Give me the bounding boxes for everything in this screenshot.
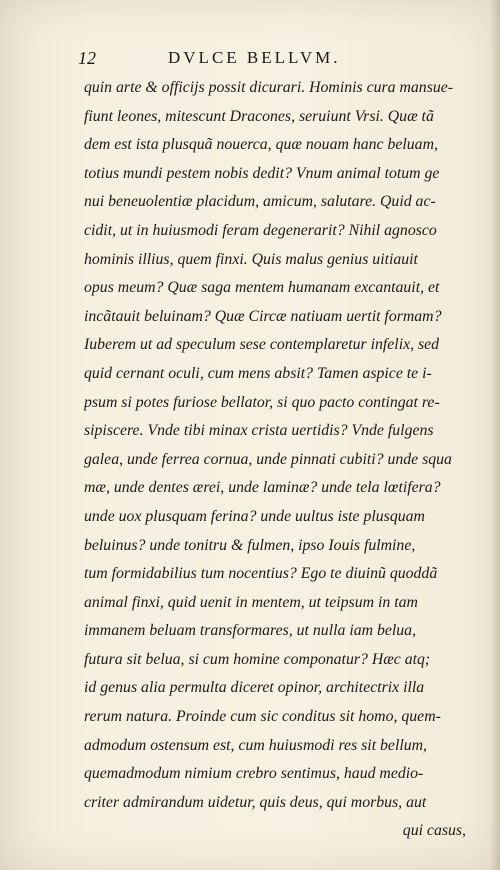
text-line: opus meum? Quæ saga mentem humanam excantauit, et	[84, 279, 440, 297]
text-line: hominis illius, quem finxi. Quis malus genius uitiauit	[84, 250, 418, 268]
text-line: totius mundi pestem nobis dedit? Vnum animal totum ge	[84, 164, 440, 182]
page-fold-shadow	[490, 0, 500, 870]
text-line: rerum natura. Proinde cum sic conditus sit homo, quem-	[84, 708, 441, 726]
text-line: sipiscere. Vnde tibi minax crista uertidis? Vnde fulgens	[84, 422, 434, 440]
text-line: cidit, ut in huiusmodi feram degenerarit? Nihil agnosco	[84, 221, 437, 239]
text-line: beluinus? unde tonitru & fulmen, ipso Iouis fulmine,	[84, 536, 416, 554]
text-line: animal finxi, quid uenit in mentem, ut teipsum in tam	[84, 593, 418, 611]
text-line: quid cernant oculi, cum mens absit? Tamen aspice te i-	[84, 364, 432, 382]
page-header	[78, 48, 478, 70]
body-text	[84, 74, 474, 846]
text-line: quemadmodum nimium crebro sentimus, haud medio-	[84, 765, 424, 783]
text-line: futura sit belua, si cum homine componatur? Hæc atq;	[84, 650, 431, 668]
text-line: unde uox plusquam ferina? unde uultus iste plusquam	[84, 507, 425, 525]
text-line: id genus alia permulta diceret opinor, architectrix illa	[84, 679, 425, 697]
text-line: incãtauit beluinam? Quæ Circæ natiuam uertit formam?	[84, 307, 442, 325]
text-line: Iuberem ut ad speculum sese contemplaretur infelix, sed	[84, 336, 440, 354]
text-line: fiunt leones, mitescunt Dracones, seruiunt Vrsi. Quæ tã	[84, 107, 434, 125]
text-line: admodum ostensum est, cum huiusmodi res sit bellum,	[84, 736, 427, 754]
text-line: psum si potes furiose bellator, si quo pacto contingat re-	[84, 393, 440, 411]
text-line: mæ, unde dentes ærei, unde laminæ? unde tela lœtifera?	[84, 479, 441, 497]
text-line: criter admirandum uidetur, quis deus, qui morbus, aut	[84, 793, 427, 811]
catchword: qui casus,	[402, 822, 466, 840]
text-line: quin arte & officijs possit dicurari. Hominis cura mansue-	[84, 79, 454, 96]
text-line: nui beneuolentiæ placidum, amicum, salutare. Quid ac-	[84, 193, 436, 211]
text-line: dem est ista plusquã nouerca, quæ nouam hanc beluam,	[84, 136, 438, 154]
page-number: 12	[78, 48, 96, 68]
text-line: galea, unde ferrea cornua, unde pinnati cubiti? unde squa	[84, 450, 452, 468]
running-title: DVLCE BELLVM.	[168, 48, 341, 67]
text-line: immanem beluam transformares, ut nulla iam belua,	[84, 622, 417, 640]
text-line: tum formidabilius tum nocentius? Ego te diuinũ quoddã	[84, 565, 438, 583]
